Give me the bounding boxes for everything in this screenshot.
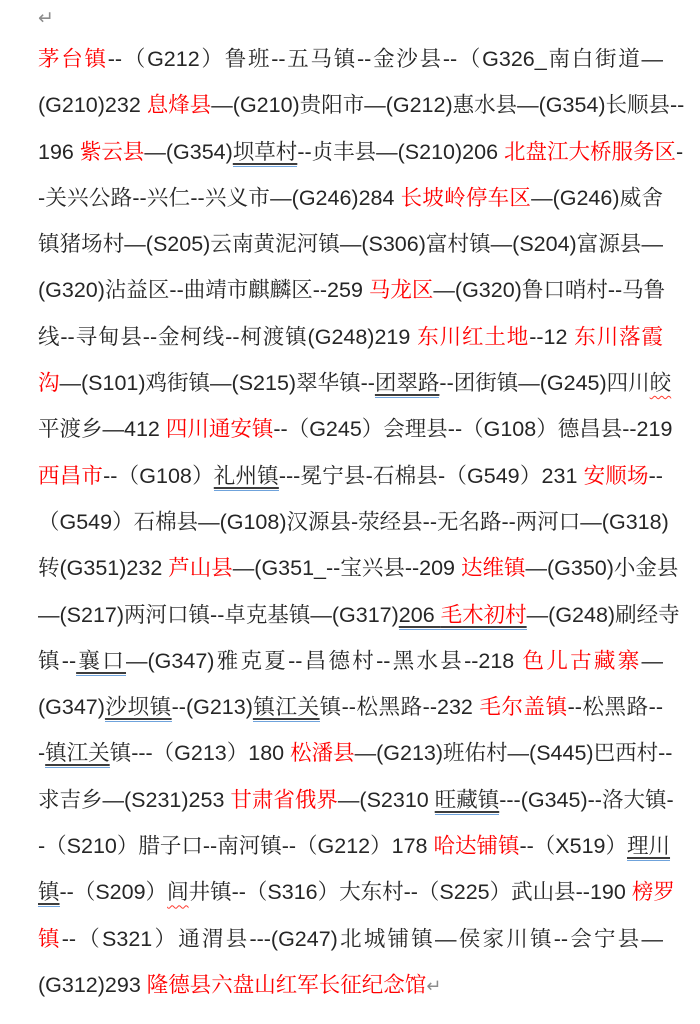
route-text: --（S321）通渭县---(G247)北城铺镇—侯家川镇--会宁县— — [61, 926, 663, 951]
route-text: 旺藏镇 — [435, 788, 500, 815]
highlighted-place: 息烽县 — [146, 93, 212, 118]
route-text: (G347) — [38, 695, 105, 720]
highlighted-place: 东川落霞 — [574, 324, 663, 349]
route-paragraph — [38, 2, 685, 1008]
route-text: —(S217)两河口镇--卓克基镇—(G317) — [38, 602, 399, 627]
route-text: --(G213) — [171, 695, 253, 720]
route-line — [38, 36, 663, 82]
route-text: 团翠路 — [375, 371, 440, 398]
route-text: 井镇--（S316）大东村--（S225）武山县--190 — [188, 880, 632, 905]
route-line — [38, 453, 663, 499]
highlighted-place: 安顺场 — [583, 463, 649, 488]
route-text: 镇--松黑路--232 — [319, 695, 480, 720]
route-line — [38, 499, 669, 545]
route-text: 镇猪场村—(S205)云南黄泥河镇—(S306)富村镇—(S204)富源县— — [38, 232, 663, 257]
route-line — [38, 314, 663, 360]
route-text: --（G108） — [103, 463, 214, 488]
route-text: --松黑路-- — [567, 695, 663, 720]
route-text: 线--寻甸县--金柯线--柯渡镇(G248)219 — [38, 324, 418, 349]
route-text: 196 — [38, 139, 80, 164]
highlighted-place: 松潘县 — [290, 741, 355, 766]
route-text: (G312)293 — [38, 972, 147, 997]
highlighted-place: 甘肃省俄界 — [230, 787, 338, 812]
highlighted-place: 哈达铺镇 — [433, 834, 520, 859]
route-line — [38, 823, 671, 869]
route-line — [38, 916, 663, 962]
route-text: 坝草村 — [233, 140, 298, 167]
highlighted-place: 镇 — [38, 926, 62, 951]
route-text: 转(G351)232 — [38, 556, 169, 581]
route-text: --团街镇—(G245)四川 — [439, 371, 650, 396]
route-line — [38, 869, 675, 915]
highlighted-place: 长坡岭停车区 — [400, 185, 532, 210]
highlighted-place: 马龙区 — [368, 278, 434, 303]
paragraph-mark: ↵ — [38, 8, 54, 29]
route-text: —(G246)威舍 — [531, 185, 663, 210]
route-text: — — [641, 648, 663, 673]
route-lines — [38, 36, 685, 1008]
route-text: - — [676, 139, 684, 164]
highlighted-place: 茅台镇 — [38, 47, 108, 71]
route-text: —(S101)鸡街镇—(S215)翠华镇-- — [59, 371, 375, 396]
route-text: —(G347)雅克夏--昌德村--黑水县--218 — [126, 648, 523, 673]
route-text: -关兴公路--兴仁--兴义市—(G246)284 — [38, 185, 401, 210]
route-text: ---冕宁县-石棉县-（G549）231 — [278, 463, 584, 488]
highlighted-place: 北盘江大桥服务区 — [504, 139, 677, 164]
route-text: --（G245）会理县--（G108）德昌县--219 — [273, 417, 673, 442]
route-text: 镇江关 — [45, 741, 110, 768]
route-text: (G320)沾益区--曲靖市麒麟区--259 — [38, 278, 369, 303]
route-line — [38, 962, 663, 1008]
route-text: （G549）石棉县—(G108)汉源县-荥经县--无名路--两河口—(G318) — [38, 509, 669, 534]
route-line — [38, 267, 666, 313]
route-text: --（X519） — [519, 834, 628, 859]
highlighted-place: 毛木初村 — [441, 603, 527, 630]
route-line — [38, 730, 673, 776]
route-text: --贞丰县—(S210)206 — [297, 139, 505, 164]
route-text: —(G351_--宝兴县--209 — [232, 556, 461, 581]
route-text: --（G212）鲁班--五马镇--金沙县--（G326_南白街道— — [107, 47, 663, 71]
highlighted-place: 西昌市 — [38, 463, 104, 488]
route-line — [38, 777, 674, 823]
highlighted-place: 色儿古藏寨 — [522, 648, 642, 673]
highlighted-place: 紫云县 — [79, 139, 145, 164]
route-text: ---(G345)--洛大镇- — [499, 787, 674, 812]
route-text: 镇-- — [38, 648, 77, 673]
route-text: 皎 — [649, 371, 672, 396]
route-line — [38, 175, 663, 221]
route-text: 206 — [399, 603, 441, 630]
route-text: —(G320)鲁口哨村--马鲁 — [433, 278, 666, 303]
route-text: -- — [648, 463, 663, 488]
route-line — [38, 545, 679, 591]
paragraph-mark: ↵ — [426, 975, 442, 996]
route-line — [38, 406, 673, 452]
route-text: 礼州镇 — [214, 464, 279, 491]
highlighted-place: 四川通安镇 — [165, 417, 274, 442]
route-line — [38, 360, 672, 406]
route-text: 沙坝镇 — [105, 695, 172, 722]
route-text: —(G248)刷经寺 — [526, 602, 680, 627]
route-line — [38, 684, 663, 730]
route-line — [38, 592, 680, 638]
route-text: 平渡乡—412 — [38, 417, 166, 442]
route-text: - — [38, 741, 46, 766]
route-text: (G210)232 — [38, 93, 147, 118]
highlighted-place: 隆德县六盘山红军长征纪念馆 — [146, 972, 427, 997]
route-text: 镇 — [38, 880, 60, 907]
route-text: 理川 — [627, 834, 670, 861]
route-line — [38, 129, 684, 175]
highlighted-place: 达维镇 — [460, 556, 526, 581]
route-text: 求吉乡—(S231)253 — [38, 787, 231, 812]
route-line — [38, 638, 663, 684]
route-text: —(G350)小金县 — [525, 556, 679, 581]
route-text: --（S209） — [59, 880, 168, 905]
highlighted-place: 沟 — [38, 371, 60, 396]
highlighted-place: 东川红土地 — [417, 324, 530, 349]
route-text: —(G213)班佑村—(S445)巴西村-- — [354, 741, 673, 766]
highlighted-place: 芦山县 — [168, 556, 233, 581]
route-text: —(S2310 — [337, 787, 435, 812]
route-text: 闾 — [167, 880, 189, 905]
route-text: —(G210)贵阳市—(G212)惠水县—(G354)长顺县-- — [211, 93, 685, 118]
highlighted-place: 榜罗 — [631, 880, 675, 905]
route-text: 镇江关 — [253, 695, 320, 722]
route-text: —(G354) — [144, 139, 233, 164]
route-text: 镇---（G213）180 — [109, 741, 291, 766]
highlighted-place: 毛尔盖镇 — [479, 695, 568, 720]
route-text: 襄口 — [76, 649, 126, 676]
route-line — [38, 82, 685, 128]
route-text: -（S210）腊子口--南河镇--（G212）178 — [38, 834, 434, 859]
route-line — [38, 221, 663, 267]
route-text: --12 — [529, 324, 575, 349]
